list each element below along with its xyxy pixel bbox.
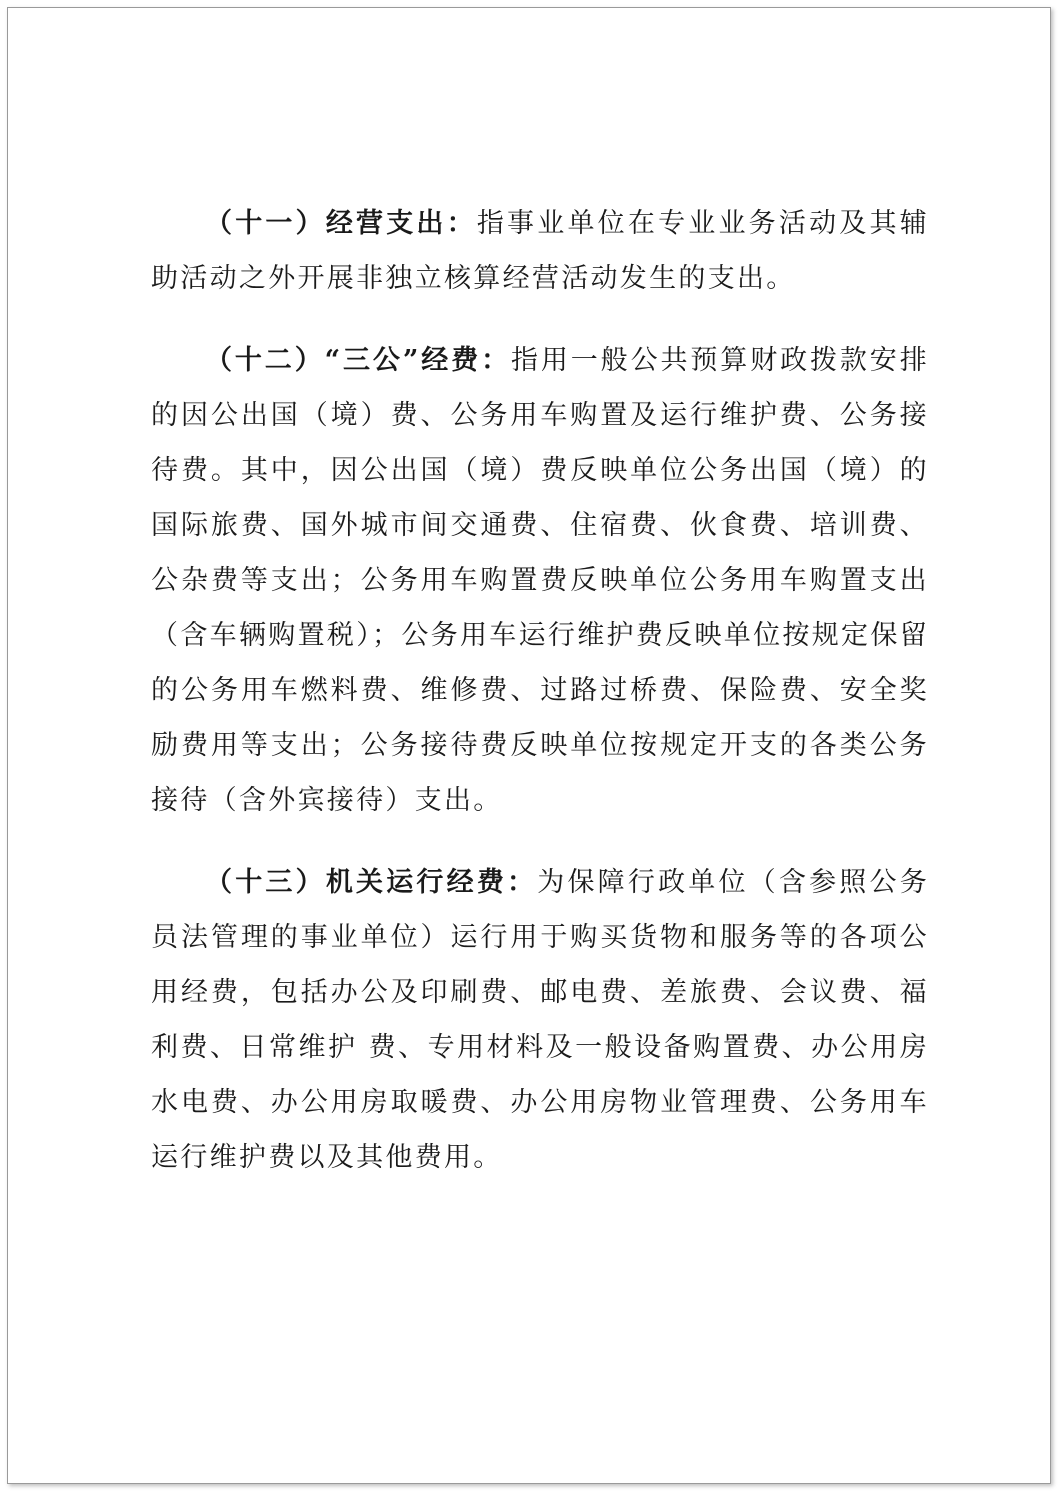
paragraph-operating-expenses (151, 196, 929, 306)
term-heading: （十一）经营支出： (205, 208, 477, 239)
term-definition: 为保障行政单位（含参照公务员法管理的事业单位）运行用于购买货物和服务等的各项公用经费，包括办公及印刷费、邮电费、差旅费、会议费、福利费、日常维护 费、专用材料及一般设备购置费、办公用房水电费、办公用房取暖费、办公用房物业管理费、公务用车运行维护费以及其他费用。 (151, 867, 929, 1173)
document-page (7, 7, 1051, 1484)
paragraph-agency-operating-expenses (151, 855, 929, 1185)
term-heading: （十二）“三公”经费： (205, 345, 511, 376)
document-body (151, 196, 929, 1185)
term-definition: 指用一般公共预算财政拨款安排的因公出国（境）费、公务用车购置及运行维护费、公务接待费。其中，因公出国（境）费反映单位公务出国（境）的国际旅费、国外城市间交通费、住宿费、伙食费、培训费、公杂费等支出；公务用车购置费反映单位公务用车购置支出（含车辆购置税）；公务用车运行维护费反映单位按规定保留的公务用车燃料费、维修费、过路过桥费、保险费、安全奖励费用等支出；公务接待费反映单位按规定开支的各类公务接待（含外宾接待）支出。 (151, 345, 929, 816)
term-definition: 指事业单位在专业业务活动及其辅助活动之外开展非独立核算经营活动发生的支出。 (151, 208, 930, 294)
paragraph-three-public-expenses (151, 333, 929, 828)
term-heading: （十三）机关运行经费： (205, 867, 538, 898)
